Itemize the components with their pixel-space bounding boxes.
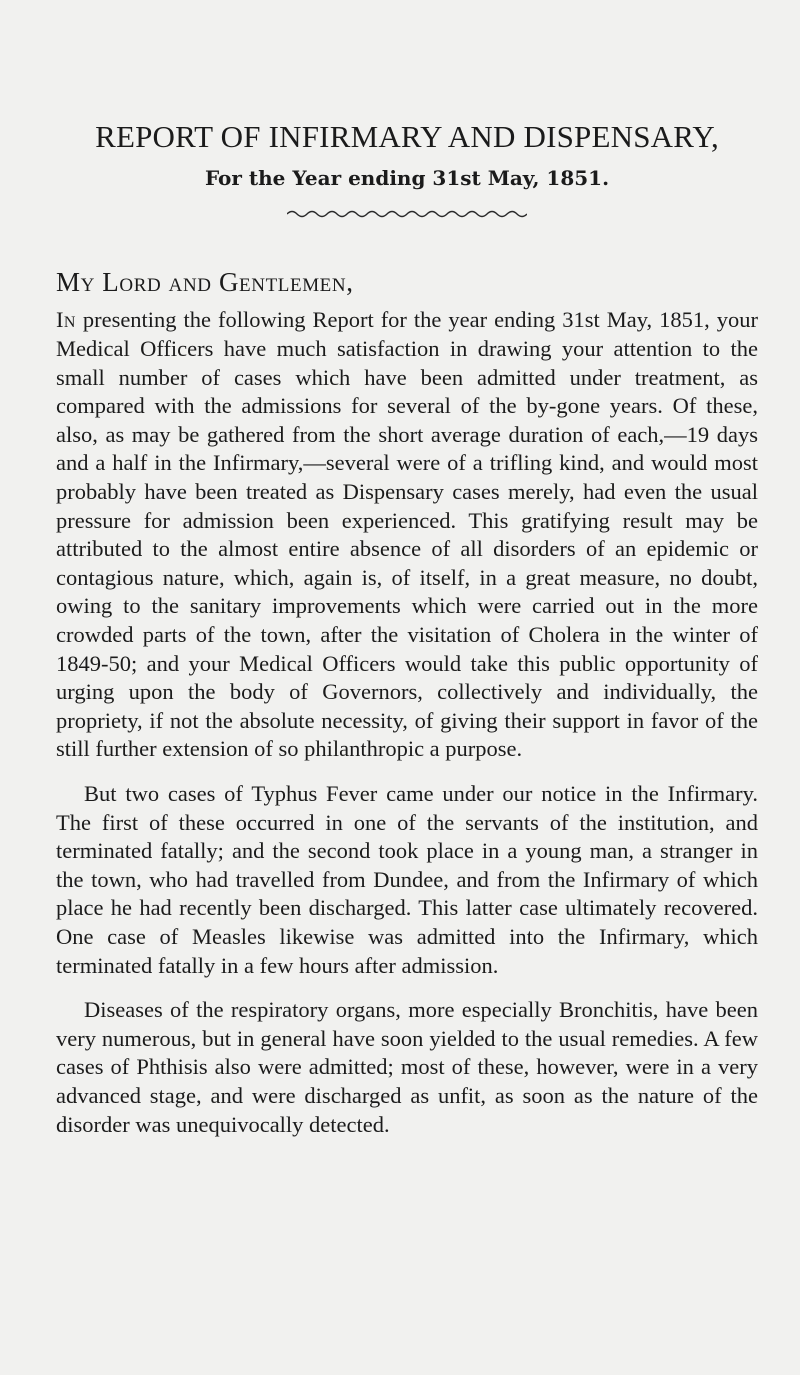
report-title: REPORT OF INFIRMARY AND DISPENSARY, (95, 119, 719, 154)
paragraph-3: Diseases of the respiratory organs, more especially Bronchitis, have been very numerous, but in general have soon yielded to the usual remedies. A few cases of Phthisis also were admitted; most of these, however, were in a very advanced stage, and were discharged as unfit, as soon as the nature of the disorder was unequivocally detected. (56, 997, 758, 1137)
decorative-rule (287, 208, 527, 218)
paragraph-1-text: presenting the following Report for the year ending 31st May, 1851, your Medical Officers have much satisfaction in drawing your attention to the small number of cases which have been admitted under treatment, as compared with the admissions for several of the by-gone years. Of these, also, as may be gathered from the short average duration of each,—19 days and a half in the Infirmary,—several were of a trifling kind, and would most probably have been treated as Dispensary cases merely, had even the usual pressure for admission been experienced. This gratifying result may be attributed to the almost entire absence of all disorders of an epidemic or contagious nature, which, again is, of itself, in a great measure, no doubt, owing to the sanitary improvements which were carried out in the more crowded parts of the town, after the visitation of Cholera in the winter of 1849-50; and your Medical Officers would take this public opportunity of urging upon the body of Governors, collectively and individually, the propriety, if not the absolute necessity, of giving their support in favor of the still further extension of so philanthropic a purpose. (56, 307, 758, 762)
report-subtitle: For the Year ending 31st May, 1851. (204, 166, 610, 191)
paragraph-2: But two cases of Typhus Fever came under our notice in the Infirmary. The first of these occurred in one of the servants of the institution, and terminated fatally; and the second took place in a young man, a stranger in the town, who had travelled from Dundee, and from the Infirmary of which place he had recently been discharged. This latter case ultimately recovered. One case of Measles likewise was admitted into the Infirmary, which terminated fatally in a few hours after admission. (56, 780, 758, 978)
paragraph-1 (56, 306, 758, 764)
salutation: My Lord and Gentlemen, (56, 267, 354, 298)
paragraph-1-lead: In (56, 307, 76, 333)
